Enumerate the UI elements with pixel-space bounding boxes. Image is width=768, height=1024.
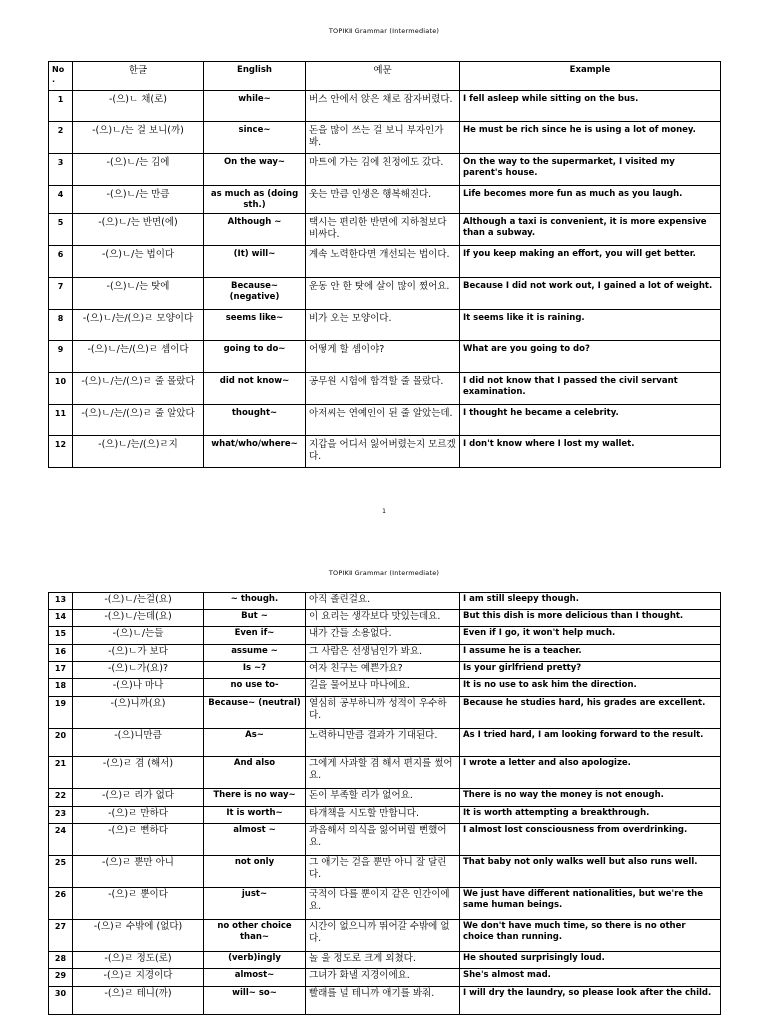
table-row (49, 186, 721, 214)
english-example: I fell asleep while sitting on the bus. (460, 91, 721, 122)
english-meaning: But ~ (204, 610, 306, 627)
column-header-example-kr: 예문 (306, 62, 460, 91)
english-meaning: And also (204, 757, 306, 789)
grammar-pattern: -(으)ㄴ/는 법이다 (73, 246, 204, 278)
english-meaning: almost ~ (204, 824, 306, 856)
english-meaning: Because~ (negative) (204, 278, 306, 310)
table-row (49, 436, 721, 468)
row-number: 7 (49, 278, 73, 310)
row-number: 19 (49, 697, 73, 729)
english-example: That baby not only walks well but also runs well. (460, 856, 721, 888)
english-example: Because I did not work out, I gained a lot of weight. (460, 278, 721, 310)
korean-example: 돈이 부족할 리가 없어요. (306, 789, 460, 807)
grammar-pattern: -(으)ㄹ 테니(까) (73, 987, 204, 1015)
english-meaning: just~ (204, 888, 306, 920)
table-header-row (49, 62, 721, 91)
english-meaning: Because~ (neutral) (204, 697, 306, 729)
table-row (49, 341, 721, 373)
table-row (49, 729, 721, 757)
grammar-pattern: -(으)나 마나 (73, 679, 204, 697)
korean-example: 과음해서 의식을 잃어버릴 뻔했어요. (306, 824, 460, 856)
table-row (49, 645, 721, 662)
table-row (49, 373, 721, 405)
grammar-pattern: -(으)ㄴ/는/(으)ㄹ 줄 알았다 (73, 405, 204, 436)
korean-example: 그 애기는 걷을 뿐만 아니 잘 달린다. (306, 856, 460, 888)
english-example: I assume he is a teacher. (460, 645, 721, 662)
korean-example: 그에게 사과할 겸 해서 편지를 썼어요. (306, 757, 460, 789)
english-example: We just have different nationalities, but we're the same human beings. (460, 888, 721, 920)
row-number: 9 (49, 341, 73, 373)
english-meaning: since~ (204, 122, 306, 154)
english-meaning: On the way~ (204, 154, 306, 186)
row-number: 10 (49, 373, 73, 405)
table-row (49, 856, 721, 888)
korean-example: 길을 물어보나 마나에요. (306, 679, 460, 697)
english-meaning: (verb)ingly (204, 952, 306, 969)
table-body-page-2 (49, 593, 721, 1015)
row-number: 15 (49, 627, 73, 645)
english-meaning: what/who/where~ (204, 436, 306, 468)
row-number: 3 (49, 154, 73, 186)
english-example: I wrote a letter and also apologize. (460, 757, 721, 789)
korean-example: 계속 노력한다면 개선되는 법이다. (306, 246, 460, 278)
table-row (49, 987, 721, 1015)
table-row (49, 310, 721, 341)
korean-example: 국적이 다를 뿐이지 같은 인간이에요. (306, 888, 460, 920)
grammar-pattern: -(으)ㄹ 뿐만 아니 (73, 856, 204, 888)
korean-example: 어떻게 할 셈이야? (306, 341, 460, 373)
english-meaning: There is no way~ (204, 789, 306, 807)
table-row (49, 154, 721, 186)
row-number: 12 (49, 436, 73, 468)
column-header-example-en: Example (460, 62, 721, 91)
korean-example: 공무원 시험에 합격할 줄 몰랐다. (306, 373, 460, 405)
korean-example: 택시는 편리한 반면에 지하철보다 비싸다. (306, 214, 460, 246)
english-example: Although a taxi is convenient, it is more expensive than a subway. (460, 214, 721, 246)
english-meaning: as much as (doing sth.) (204, 186, 306, 214)
grammar-pattern: -(으)ㄹ 정도(로) (73, 952, 204, 969)
english-example: If you keep making an effort, you will get better. (460, 246, 721, 278)
english-meaning: did not know~ (204, 373, 306, 405)
english-example: I am still sleepy though. (460, 593, 721, 610)
grammar-pattern: -(으)ㄴ/는 반면(에) (73, 214, 204, 246)
grammar-pattern: -(으)ㄹ 겸 (해서) (73, 757, 204, 789)
grammar-pattern: -(으)ㄴ/는 김에 (73, 154, 204, 186)
korean-example: 여자 친구는 예쁜가요? (306, 662, 460, 679)
english-example: Is your girlfriend pretty? (460, 662, 721, 679)
table-row (49, 697, 721, 729)
table-row (49, 593, 721, 610)
english-meaning: seems like~ (204, 310, 306, 341)
table-row (49, 789, 721, 807)
english-meaning: thought~ (204, 405, 306, 436)
english-example: But this dish is more delicious than I thought. (460, 610, 721, 627)
row-number: 4 (49, 186, 73, 214)
row-number: 24 (49, 824, 73, 856)
korean-example: 시간이 없으니까 뛰어갈 수밖에 없다. (306, 920, 460, 952)
english-example: It is worth attempting a breakthrough. (460, 807, 721, 824)
grammar-pattern: -(으)니까(요) (73, 697, 204, 729)
row-number: 11 (49, 405, 73, 436)
english-meaning: (It) will~ (204, 246, 306, 278)
row-number: 14 (49, 610, 73, 627)
english-example: We don't have much time, so there is no other choice than running. (460, 920, 721, 952)
korean-example: 놀 울 정도로 크게 외쳤다. (306, 952, 460, 969)
row-number: 30 (49, 987, 73, 1015)
english-meaning: while~ (204, 91, 306, 122)
grammar-pattern: -(으)ㄹ 만하다 (73, 807, 204, 824)
row-number: 5 (49, 214, 73, 246)
grammar-pattern: -(으)ㄴ/는 탓에 (73, 278, 204, 310)
english-meaning: It is worth~ (204, 807, 306, 824)
english-meaning: no other choice than~ (204, 920, 306, 952)
row-number: 16 (49, 645, 73, 662)
page-2-header: TOPIKⅡ Grammar (Intermediate) (328, 569, 440, 577)
grammar-table-page-2 (48, 592, 721, 1015)
korean-example: 마트에 가는 김에 친정에도 갔다. (306, 154, 460, 186)
grammar-pattern: -(으)ㄴ/는/(으)ㄹ 셈이다 (73, 341, 204, 373)
page-number: 1 (382, 508, 386, 515)
column-header-no: No . (49, 62, 73, 91)
grammar-pattern: -(으)ㄴ/는데(요) (73, 610, 204, 627)
row-number: 23 (49, 807, 73, 824)
english-example: Because he studies hard, his grades are excellent. (460, 697, 721, 729)
english-example: It is no use to ask him the direction. (460, 679, 721, 697)
row-number: 8 (49, 310, 73, 341)
row-number: 18 (49, 679, 73, 697)
row-number: 26 (49, 888, 73, 920)
grammar-pattern: -(으)ㄴ/는 만큼 (73, 186, 204, 214)
english-meaning: As~ (204, 729, 306, 757)
english-meaning: assume ~ (204, 645, 306, 662)
grammar-pattern: -(으)ㄴ/는/(으)ㄹ지 (73, 436, 204, 468)
grammar-pattern: -(으)ㄹ 지경이다 (73, 969, 204, 987)
english-example: It seems like it is raining. (460, 310, 721, 341)
row-number: 21 (49, 757, 73, 789)
table-row (49, 969, 721, 987)
column-header-korean: 한글 (73, 62, 204, 91)
table-body-page-1 (49, 91, 721, 468)
english-meaning: ~ though. (204, 593, 306, 610)
grammar-pattern: -(으)ㄴ가 보다 (73, 645, 204, 662)
page-1-header: TOPIKⅡ Grammar (Intermediate) (328, 27, 440, 35)
table-row (49, 214, 721, 246)
english-example: What are you going to do? (460, 341, 721, 373)
english-meaning: not only (204, 856, 306, 888)
grammar-pattern: -(으)니만큼 (73, 729, 204, 757)
table-row (49, 662, 721, 679)
korean-example: 버스 안에서 앉은 채로 잠자버렸다. (306, 91, 460, 122)
english-example: There is no way the money is not enough. (460, 789, 721, 807)
grammar-pattern: -(으)ㄴ/는/(으)ㄹ 줄 몰랐다 (73, 373, 204, 405)
table-row (49, 610, 721, 627)
table-row (49, 807, 721, 824)
table-row (49, 679, 721, 697)
english-meaning: Is ~? (204, 662, 306, 679)
english-meaning: Although ~ (204, 214, 306, 246)
korean-example: 아직 졸린걸요. (306, 593, 460, 610)
english-meaning: going to do~ (204, 341, 306, 373)
table-row (49, 278, 721, 310)
english-meaning: no use to- (204, 679, 306, 697)
row-number: 20 (49, 729, 73, 757)
column-header-english: English (204, 62, 306, 91)
table-row (49, 824, 721, 856)
row-number: 2 (49, 122, 73, 154)
grammar-pattern: -(으)ㄹ 수밖에 (없다) (73, 920, 204, 952)
english-example: I almost lost consciousness from overdrinking. (460, 824, 721, 856)
english-example: I don't know where I lost my wallet. (460, 436, 721, 468)
grammar-pattern: -(으)ㄴ/는걸(요) (73, 593, 204, 610)
table-row (49, 627, 721, 645)
grammar-pattern: -(으)ㄴ/는들 (73, 627, 204, 645)
english-example: I did not know that I passed the civil servant examination. (460, 373, 721, 405)
row-number: 1 (49, 91, 73, 122)
korean-example: 아저씨는 연예인이 된 줄 알았는데. (306, 405, 460, 436)
row-number: 6 (49, 246, 73, 278)
korean-example: 비가 오는 모양이다. (306, 310, 460, 341)
row-number: 17 (49, 662, 73, 679)
korean-example: 돈을 많이 쓰는 걸 보니 부자인가 봐. (306, 122, 460, 154)
korean-example: 빨래를 널 테니까 애기를 봐줘. (306, 987, 460, 1015)
table-row (49, 122, 721, 154)
row-number: 29 (49, 969, 73, 987)
korean-example: 열심히 공부하니까 성적이 우수하다. (306, 697, 460, 729)
korean-example: 이 요리는 생각보다 맛있는데요. (306, 610, 460, 627)
table-row (49, 91, 721, 122)
korean-example: 그녀가 화낼 지경이에요. (306, 969, 460, 987)
english-example: On the way to the supermarket, I visited my parent's house. (460, 154, 721, 186)
grammar-table-page-1 (48, 61, 721, 468)
english-example: Life becomes more fun as much as you laugh. (460, 186, 721, 214)
grammar-pattern: -(으)ㄹ 리가 없다 (73, 789, 204, 807)
grammar-pattern: -(으)ㄴ/는/(으)ㄹ 모양이다 (73, 310, 204, 341)
korean-example: 웃는 만큼 인생은 행복해진다. (306, 186, 460, 214)
english-example: She's almost mad. (460, 969, 721, 987)
table-row (49, 405, 721, 436)
row-number: 25 (49, 856, 73, 888)
grammar-pattern: -(으)ㄴ/는 걸 보니(까) (73, 122, 204, 154)
english-example: Even if I go, it won't help much. (460, 627, 721, 645)
english-meaning: will~ so~ (204, 987, 306, 1015)
korean-example: 운동 안 한 탓에 살이 많이 쪘어요. (306, 278, 460, 310)
english-meaning: Even if~ (204, 627, 306, 645)
english-example: I will dry the laundry, so please look after the child. (460, 987, 721, 1015)
grammar-pattern: -(으)ㄴ가(요)? (73, 662, 204, 679)
english-example: I thought he became a celebrity. (460, 405, 721, 436)
table-row (49, 952, 721, 969)
table-row (49, 920, 721, 952)
table-row (49, 757, 721, 789)
korean-example: 내가 간들 소용없다. (306, 627, 460, 645)
korean-example: 지갑을 어디서 잃어버렸는지 모르겠다. (306, 436, 460, 468)
korean-example: 그 사람은 선생님인가 봐요. (306, 645, 460, 662)
row-number: 13 (49, 593, 73, 610)
korean-example: 노력하니만큼 결과가 기대된다. (306, 729, 460, 757)
row-number: 28 (49, 952, 73, 969)
korean-example: 타개책을 시도할 만합니다. (306, 807, 460, 824)
english-example: He shouted surprisingly loud. (460, 952, 721, 969)
table-row (49, 246, 721, 278)
grammar-pattern: -(으)ㄹ 뿐이다 (73, 888, 204, 920)
grammar-pattern: -(으)ㄹ 뻔하다 (73, 824, 204, 856)
table-row (49, 888, 721, 920)
grammar-pattern: -(으)ㄴ 채(로) (73, 91, 204, 122)
english-example: As I tried hard, I am looking forward to the result. (460, 729, 721, 757)
english-example: He must be rich since he is using a lot of money. (460, 122, 721, 154)
english-meaning: almost~ (204, 969, 306, 987)
row-number: 22 (49, 789, 73, 807)
row-number: 27 (49, 920, 73, 952)
